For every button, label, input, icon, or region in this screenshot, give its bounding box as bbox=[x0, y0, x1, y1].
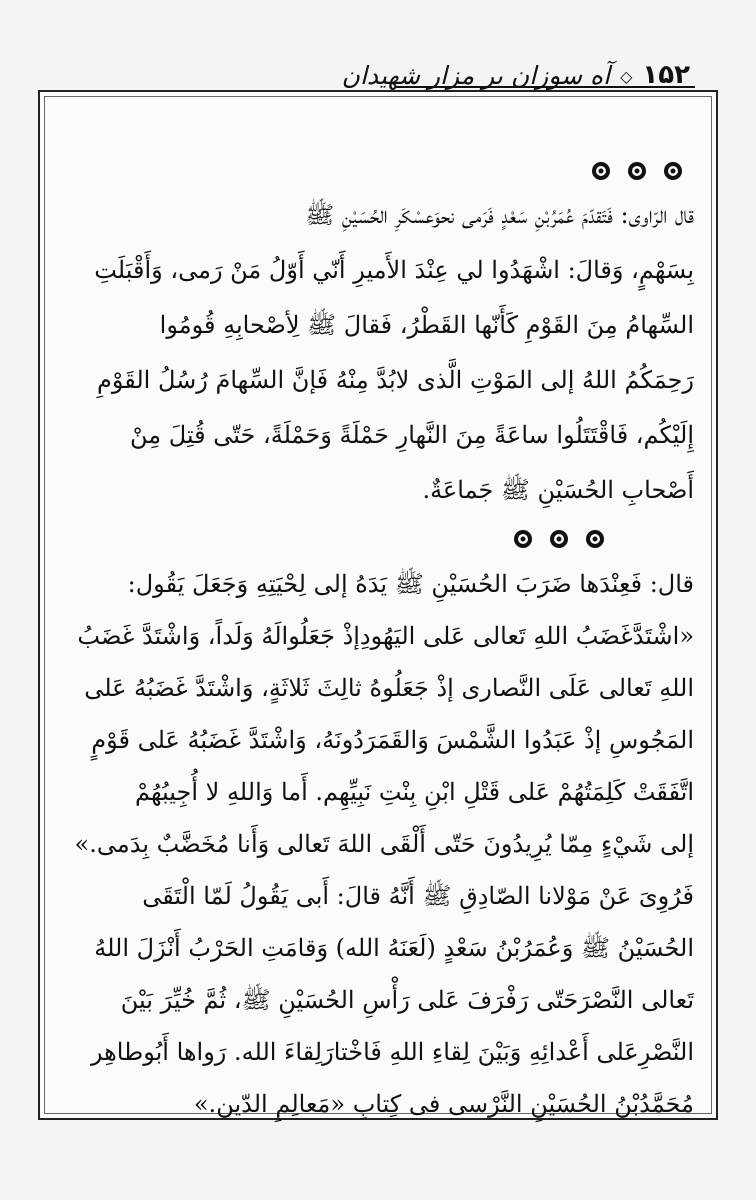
text-line: قال الرّاوی: فَتَقدّمَ عُمَرُبْنِ سَعْدٍ فَرَمی نحوَعسْكَرِ الحُسَيْنِ ﷺ bbox=[305, 201, 694, 229]
section-ornament-2 bbox=[512, 528, 606, 550]
text-line: أَصْحابِ الحُسَيْنِ ﷺ جَماعَةٌ. bbox=[422, 476, 694, 504]
text-line: المَجُوسِ إذْ عَبَدُوا الشَّمْسَ وَالقَمَرَدُونَهُ، وَاشْتَدَّ غَضَبُهُ عَلى قَوْمٍ bbox=[91, 726, 694, 754]
flower-rosette-icon bbox=[662, 160, 684, 182]
running-header bbox=[341, 50, 690, 90]
text-line: السِّهامُ مِنَ القَوْمِ كَأَنّها القَطْرُ، فَقالَ ﷺ لِأصْحابِهِ قُومُوا bbox=[159, 311, 694, 339]
flower-rosette-icon bbox=[548, 528, 570, 550]
text-line: فَرُوِیَ عَنْ مَوْلانا الصّادِقِ ﷺ أَنَّهُ قالَ: أَبی يَقُولُ لَمّا الْتَقَى bbox=[142, 882, 694, 910]
text-line: اللهِ تَعالى عَلَى النَّصارى إذْ جَعَلُوهُ ثالِثَ ثَلاثَةٍ، وَاشْتَدَّ غَضَبُهُ عَلى bbox=[84, 674, 694, 702]
page-number: ۱۵۲ bbox=[642, 60, 690, 90]
section-1-text bbox=[66, 188, 694, 518]
text-line: اتَّفَقَتْ كَلِمَتُهُمْ عَلى قَتْلِ ابْنِ بِنْتِ نَبِيِّهِم. أَما وَاللهِ لا أُجِيبُهُمْ bbox=[134, 778, 694, 806]
flower-rosette-icon bbox=[590, 160, 612, 182]
text-line: النَّصْرِعَلى أَعْدائِهِ وَبَيْنَ لِقاءِ اللهِ فَاخْتارَلِقاءَ الله. رَواها أَبُوطاهِر bbox=[90, 1038, 694, 1066]
text-line: «اشْتَدَّغَضَبُ اللهِ تَعالى عَلى اليَهُودِإذْ جَعَلُوالَهُ وَلَداً، وَاشْتَدَّ غَضَبُ bbox=[77, 622, 694, 650]
text-line: قال: فَعِنْدَها ضَرَبَ الحُسَيْنِ ﷺ يَدَهُ إلى لِحْيَتِهِ وَجَعَلَ يَقُول: bbox=[127, 570, 694, 598]
text-line: تَعالى النَّصْرَحَتّى رَفْرَفَ عَلى رَأْسِ الحُسَيْنِ ﷺ، ثُمَّ خُيِّرَ بَيْنَ bbox=[120, 986, 694, 1014]
section-2-text bbox=[66, 558, 694, 1130]
header-rule bbox=[395, 86, 695, 88]
text-line: رَحِمَكُمُ اللهُ إلى المَوْتِ الَّذی لابُدَّ مِنْهُ فَإنَّ السِّهامَ رُسُلُ القَوْمِ bbox=[96, 366, 694, 394]
text-line: بِسَهْمٍ، وَقالَ: اشْهَدُوا لي عِنْدَ الأَميرِ أَنّي أَوّلُ مَنْ رَمى، وَأَقْبَلَتِ bbox=[94, 256, 694, 284]
text-line: إلى شَيْءٍ مِمّا يُرِيدُونَ حَتّى أَلْقَى اللهَ تَعالى وَأَنا مُخَضَّبٌ بِدَمی.» bbox=[74, 830, 694, 858]
diamond-icon: ◇ bbox=[620, 67, 633, 86]
section-ornament-1 bbox=[590, 160, 684, 182]
text-line: الحُسَيْنُ ﷺ وَعُمَرُبْنُ سَعْدٍ (لَعَنَهُ الله) وَقامَتِ الحَرْبُ أَنْزَلَ اللهُ bbox=[94, 934, 694, 962]
book-title: آه سوزان بر مزار شهیدان bbox=[341, 61, 611, 90]
text-line: إِلَيْكُم، فَاقْتَتَلُوا ساعَةً مِنَ النَّهارِ حَمْلَةً وَحَمْلَةً، حَتّى قُتِلَ مِنْ bbox=[129, 421, 694, 449]
flower-rosette-icon bbox=[626, 160, 648, 182]
flower-rosette-icon bbox=[512, 528, 534, 550]
flower-rosette-icon bbox=[584, 528, 606, 550]
text-line: مُحَمَّدُبْنُ الحُسَيْنِ النَّرْسی فی كِتابِ «مَعالِمِ الدّين.» bbox=[193, 1090, 694, 1118]
